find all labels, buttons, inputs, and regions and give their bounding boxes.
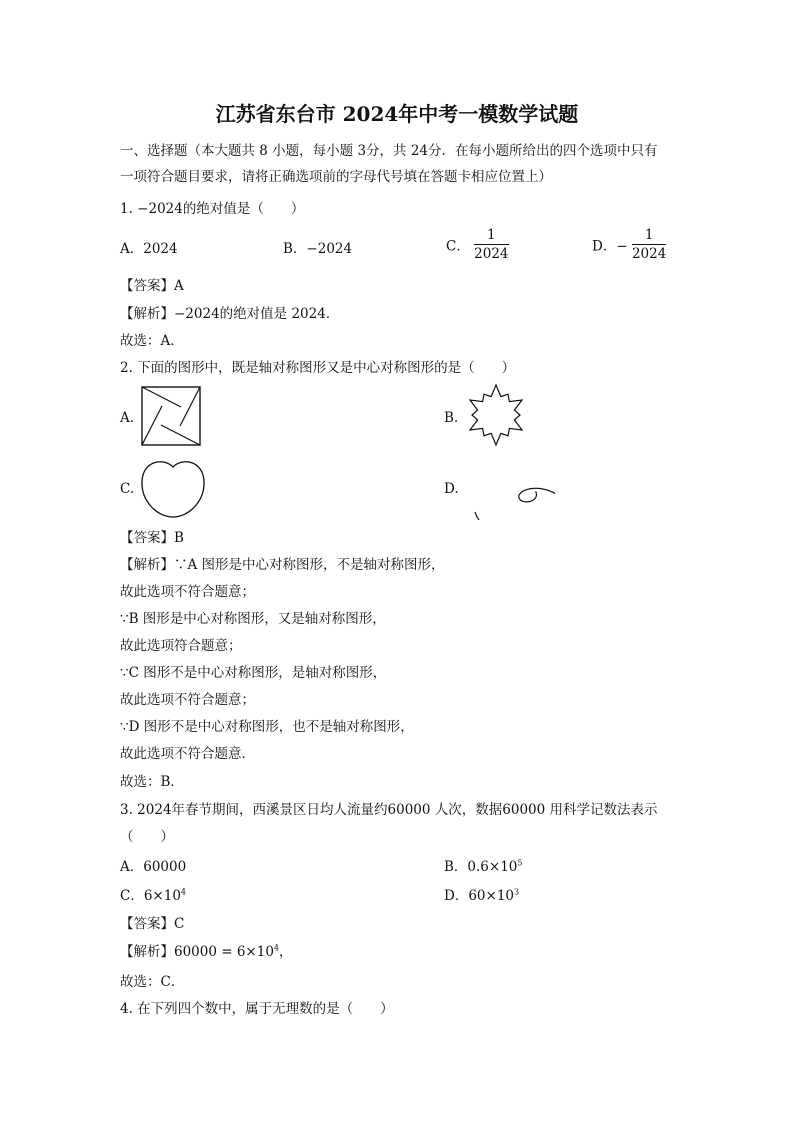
snowflake-figure xyxy=(463,382,529,448)
section-heading-line1: 一、选择题（本大题共 8 小题，每小题 3分，共 24分．在每小题所给出的四个选项中只有 xyxy=(120,143,658,159)
q1-analysis: 【解析】−2024的绝对值是 2024． xyxy=(120,306,340,322)
q2-choose: 故选：B． xyxy=(120,774,184,790)
q3-stem: 3. 2024年春节期间，西溪景区日均人流量约60000 人次，数据60000 用科学记数法表示 xyxy=(120,802,658,818)
q3-option-c-exponent: 4 xyxy=(180,887,187,897)
q1-option-c-numerator: 1 xyxy=(474,226,508,245)
q2-analysis-line-4: 故此选项符合题意； xyxy=(120,638,242,654)
q1-option-a: A．2024 xyxy=(120,241,178,257)
q3-paren: （ ） xyxy=(120,829,174,845)
q1-stem: 1. −2024的绝对值是（ ） xyxy=(120,201,305,217)
q2-answer: 【答案】B xyxy=(120,530,184,546)
q2-analysis-line-6: 故此选项不符合题意； xyxy=(120,692,255,708)
q1-option-c-label: C． xyxy=(446,238,470,255)
q2-stem: 2. 下面的图形中，既是轴对称图形又是中心对称图形的是（ ） xyxy=(120,360,516,376)
q2-option-d-label: D. xyxy=(444,481,459,497)
q3-option-d-base: D．60×10 xyxy=(444,888,514,904)
q1-choose: 故选：A． xyxy=(120,333,184,349)
q1-option-c-fraction xyxy=(474,226,508,263)
q1-option-d-fraction xyxy=(632,226,666,263)
q3-answer: 【答案】C xyxy=(120,916,185,932)
q2-analysis-line-2: 故此选项不符合题意； xyxy=(120,584,255,600)
q1-option-d xyxy=(592,226,666,263)
q1-option-d-label: D．− xyxy=(592,238,628,255)
q2-option-b-label: B. xyxy=(444,410,459,426)
q2-analysis-line-3: ∵B 图形是中心对称图形，又是轴对称图形， xyxy=(120,611,386,627)
q3-option-b xyxy=(444,855,522,875)
q3-option-c xyxy=(120,884,186,904)
q3-option-b-base: B．0.6×10 xyxy=(444,859,518,875)
q3-analysis-exponent: 4 xyxy=(273,943,280,953)
q2-analysis-line-7: ∵D 图形不是中心对称图形，也不是轴对称图形， xyxy=(120,719,414,735)
q3-option-b-exponent: 5 xyxy=(517,858,523,868)
q2-option-c-label: C. xyxy=(120,481,135,497)
q1-option-c xyxy=(446,226,509,263)
q3-option-c-base: C．6×10 xyxy=(120,888,181,904)
q3-option-d-exponent: 3 xyxy=(514,887,520,897)
q3-option-a: A．60000 xyxy=(120,859,187,875)
section-heading-line2: 一项符合题目要求，请将正确选项前的字母代号填在答题卡相应位置上） xyxy=(120,169,552,185)
q2-analysis-line-5: ∵C 图形不是中心对称图形，是轴对称图形， xyxy=(120,665,387,681)
q2-analysis-line-1: 【解析】∵A 图形是中心对称图形，不是轴对称图形， xyxy=(120,557,445,573)
q2-option-a-label: A. xyxy=(120,410,135,426)
q2-analysis-line-8: 故此选项不符合题意． xyxy=(120,746,255,762)
q3-choose: 故选：C． xyxy=(120,974,185,990)
q1-option-b: B．−2024 xyxy=(283,241,353,257)
q3-option-d xyxy=(444,884,519,904)
q3-analysis xyxy=(120,940,293,960)
spiral-figure xyxy=(463,458,555,520)
q1-answer: 【答案】A xyxy=(120,278,184,294)
q1-option-d-numerator: 1 xyxy=(632,226,666,245)
q3-analysis-tail: ， xyxy=(279,944,293,960)
q4-stem: 4. 在下列四个数中，属于无理数的是（ ） xyxy=(120,1001,394,1017)
q1-option-c-denominator: 2024 xyxy=(474,246,509,262)
heart-figure xyxy=(139,459,207,519)
q1-option-d-denominator: 2024 xyxy=(631,246,667,262)
pinwheel-square-figure xyxy=(141,386,203,448)
q3-analysis-base: 【解析】60000 = 6×10 xyxy=(120,944,274,960)
page-title: 江苏省东台市 2024年中考一模数学试题 xyxy=(215,102,579,126)
